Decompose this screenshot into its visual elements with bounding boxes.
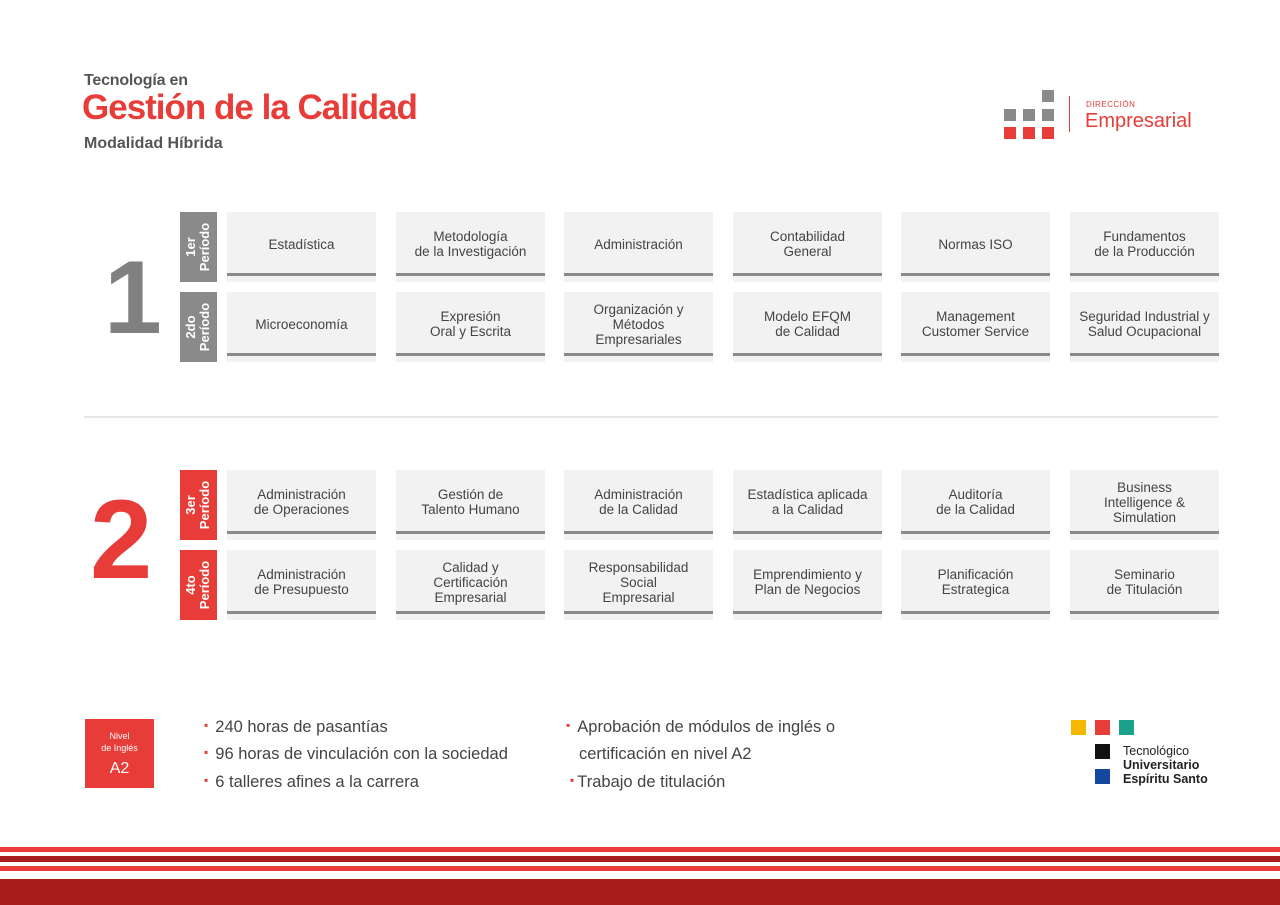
bullet-icon: ▪: [570, 773, 575, 787]
period-tag-1: [180, 212, 217, 282]
course-card: Seguridad Industrial y Salud Ocupacional: [1070, 292, 1219, 362]
period-label: 3er Período: [183, 480, 213, 530]
institution-line-1: Tecnológico: [1123, 744, 1190, 758]
period-tag-4: [180, 550, 217, 620]
requirement-item: [566, 718, 835, 737]
requirement-item: [204, 745, 508, 764]
course-card: Seminario de Titulación: [1070, 550, 1219, 620]
course-card: Emprendimiento y Plan de Negocios: [733, 550, 882, 620]
bullet-icon: ▪: [204, 718, 209, 732]
requirement-item: [204, 718, 388, 737]
course-card: Administración de Presupuesto: [227, 550, 376, 620]
course-card: Metodología de la Investigación: [396, 212, 545, 282]
requirement-text: Aprobación de módulos de inglés o: [577, 718, 836, 736]
year-separator: [84, 416, 1218, 418]
course-card: Gestión de Talento Humano: [396, 470, 545, 540]
course-card: Business Intelligence & Simulation: [1070, 470, 1219, 540]
period-tag-3: [180, 470, 217, 540]
requirement-item: [570, 773, 725, 792]
english-level: A2: [109, 760, 130, 777]
course-card: Expresión Oral y Escrita: [396, 292, 545, 362]
requirement-text: 240 horas de pasantías: [215, 718, 388, 736]
course-card: Fundamentos de la Producción: [1070, 212, 1219, 282]
bullet-icon: ▪: [204, 773, 209, 787]
red-square-icon: [1095, 720, 1110, 735]
period-label: 4to Período: [183, 560, 213, 610]
blue-square-icon: [1095, 769, 1110, 784]
logo-divider: [1069, 96, 1070, 132]
institution-logo: [1068, 720, 1228, 790]
course-card: Microeconomía: [227, 292, 376, 362]
yellow-square-icon: [1071, 720, 1086, 735]
period-label: 1er Período: [183, 222, 213, 272]
course-card: Normas ISO: [901, 212, 1050, 282]
requirement-text: 96 horas de vinculación con la sociedad: [215, 745, 508, 763]
year-1-number: 1: [104, 240, 162, 356]
program-subtitle: Tecnología en: [84, 72, 188, 89]
footer-band: [0, 879, 1280, 905]
course-card: Estadística aplicada a la Calidad: [733, 470, 882, 540]
course-card: Responsabilidad Social Empresarial: [564, 550, 713, 620]
course-card: Administración: [564, 212, 713, 282]
year-2-number: 2: [90, 477, 153, 602]
bullet-icon: ▪: [566, 718, 571, 732]
course-card: Administración de la Calidad: [564, 470, 713, 540]
footer-stripe-2: [0, 856, 1280, 862]
direccion-empresarial-logo: [1000, 88, 1230, 148]
english-label-2: de Inglés: [101, 743, 138, 753]
course-card: Management Customer Service: [901, 292, 1050, 362]
teal-square-icon: [1119, 720, 1134, 735]
course-card: Calidad y Certificación Empresarial: [396, 550, 545, 620]
course-card: Planificación Estrategica: [901, 550, 1050, 620]
course-card: Estadística: [227, 212, 376, 282]
bullet-icon: ▪: [204, 745, 209, 759]
black-square-icon: [1095, 744, 1110, 759]
course-card: Modelo EFQM de Calidad: [733, 292, 882, 362]
requirement-item: [204, 773, 419, 792]
logo-kicker: DIRECCIÓN: [1086, 100, 1136, 109]
logo-name: Empresarial: [1085, 110, 1192, 132]
requirement-text-continued: certificación en nivel A2: [579, 745, 752, 763]
english-label-1: Nivel: [109, 731, 130, 741]
period-tag-2: [180, 292, 217, 362]
course-card: Organización y Métodos Empresariales: [564, 292, 713, 362]
course-card: Auditoría de la Calidad: [901, 470, 1050, 540]
course-card: Contabilidad General: [733, 212, 882, 282]
program-title: Gestión de la Calidad: [82, 88, 417, 127]
requirement-text: 6 talleres afines a la carrera: [215, 773, 419, 791]
course-card: Administración de Operaciones: [227, 470, 376, 540]
period-label: 2do Período: [183, 302, 213, 352]
institution-line-2: Universitario: [1123, 758, 1200, 772]
bar-chart-logo-icon: [1004, 90, 1056, 142]
footer-stripe-1: [0, 847, 1280, 852]
english-level-badge: [85, 719, 154, 788]
footer-stripe-3: [0, 866, 1280, 871]
program-modality: Modalidad Híbrida: [84, 135, 223, 152]
requirement-text: Trabajo de titulación: [577, 773, 726, 791]
institution-line-3: Espíritu Santo: [1123, 772, 1208, 786]
